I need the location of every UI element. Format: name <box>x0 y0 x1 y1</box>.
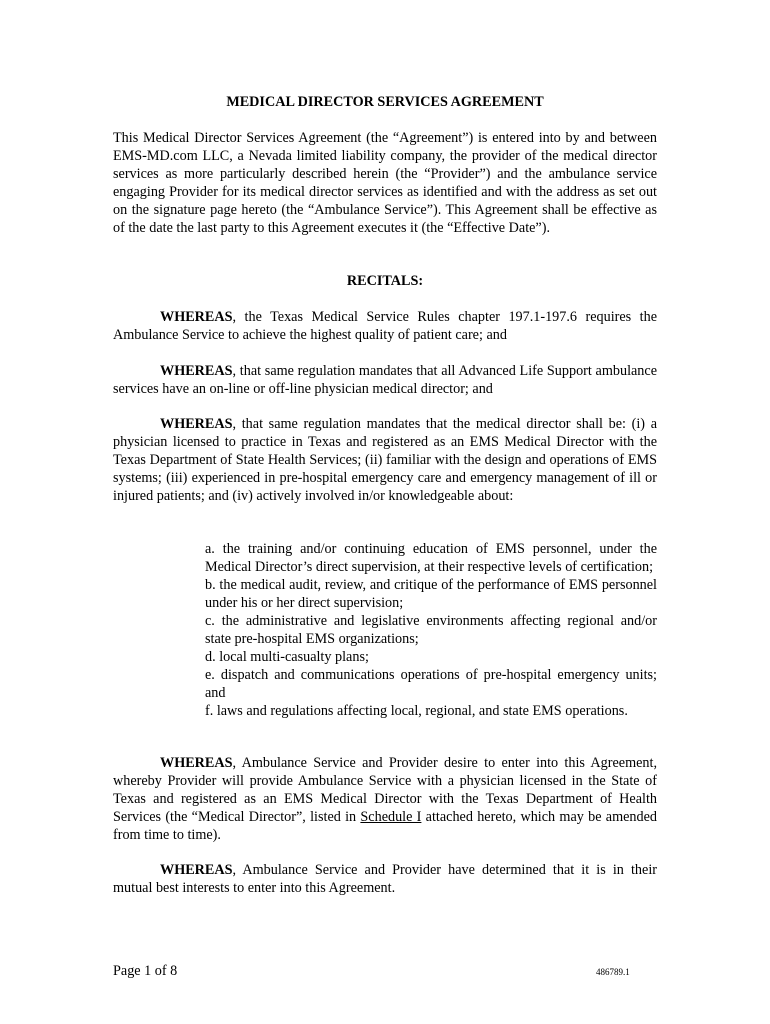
whereas-paragraph-4 <box>113 754 657 844</box>
whereas-label: WHEREAS <box>160 363 233 379</box>
whereas-text: , Ambulance Service and Provider have determined that it is in their mutual best interests to enter into this Agreement. <box>113 862 657 896</box>
schedule-reference: Schedule I <box>360 809 422 825</box>
list-item: f. laws and regulations affecting local, regional, and state EMS operations. <box>205 703 628 719</box>
intro-paragraph: This Medical Director Services Agreement (the “Agreement”) is entered into by and between EMS-MD.com LLC, a Nevada limited liability company, the provider of the medical director services as more particularly described herein (the “Provider”) and the ambulance service engaging Provider for its medical director services as identified and with the address as set out on the signature page hereto (the “Ambulance Service”). This Agreement shall be effective as of the date the last party to this Agreement executes it (the “Effective Date”). <box>113 130 657 236</box>
whereas-label: WHEREAS <box>160 309 233 325</box>
whereas-paragraph-1 <box>113 308 657 344</box>
list-item: e. dispatch and communications operations of pre-hospital emergency units; and <box>205 667 657 701</box>
whereas-label: WHEREAS <box>160 862 233 878</box>
list-item: b. the medical audit, review, and critique of the performance of EMS personnel under his or her direct supervision; <box>205 577 657 611</box>
document-title: MEDICAL DIRECTOR SERVICES AGREEMENT <box>226 94 544 110</box>
whereas-text: , that same regulation mandates that all Advanced Life Support ambulance services have an on-line or off-line physician medical director; and <box>113 363 657 397</box>
whereas-paragraph-3 <box>113 415 657 505</box>
whereas-label: WHEREAS <box>160 416 233 432</box>
list-item: c. the administrative and legislative environments affecting regional and/or state pre-hospital EMS organizations; <box>205 613 657 647</box>
page-number: Page 1 of 8 <box>113 963 178 979</box>
whereas-paragraph-2 <box>113 362 657 398</box>
whereas-text: , the Texas Medical Service Rules chapter 197.1-197.6 requires the Ambulance Service to achieve the highest quality of patient care; and <box>113 309 657 343</box>
whereas-paragraph-5 <box>113 861 657 897</box>
whereas-text: , Ambulance Service and Provider desire to enter into this Agreement, whereby Provider will provide Ambulance Service with a physician licensed in the State of Texas and registered as an EMS Medical Director with the Texas Department of Health Services (the “Medical Director”, listed in <box>113 755 657 825</box>
requirements-list <box>205 540 657 720</box>
whereas-label: WHEREAS <box>160 755 233 771</box>
recitals-heading: RECITALS: <box>346 273 424 289</box>
document-number: 486789.1 <box>596 967 630 977</box>
whereas-text: , that same regulation mandates that the medical director shall be: (i) a physician licensed to practice in Texas and registered as an EMS Medical Director with the Texas Department of State Health Services; (ii) familiar with the design and operations of EMS systems; (iii) experienced in pre-hospital emergency care and emergency management of ill or injured patients; and (iv) actively involved in/or knowledgeable about: <box>113 416 657 504</box>
list-item: a. the training and/or continuing education of EMS personnel, under the Medical Director’s direct supervision, at their respective levels of certification; <box>205 541 657 575</box>
whereas-text: attached hereto, which may be amended from time to time). <box>113 809 657 843</box>
list-item: d. local multi-casualty plans; <box>205 649 369 665</box>
